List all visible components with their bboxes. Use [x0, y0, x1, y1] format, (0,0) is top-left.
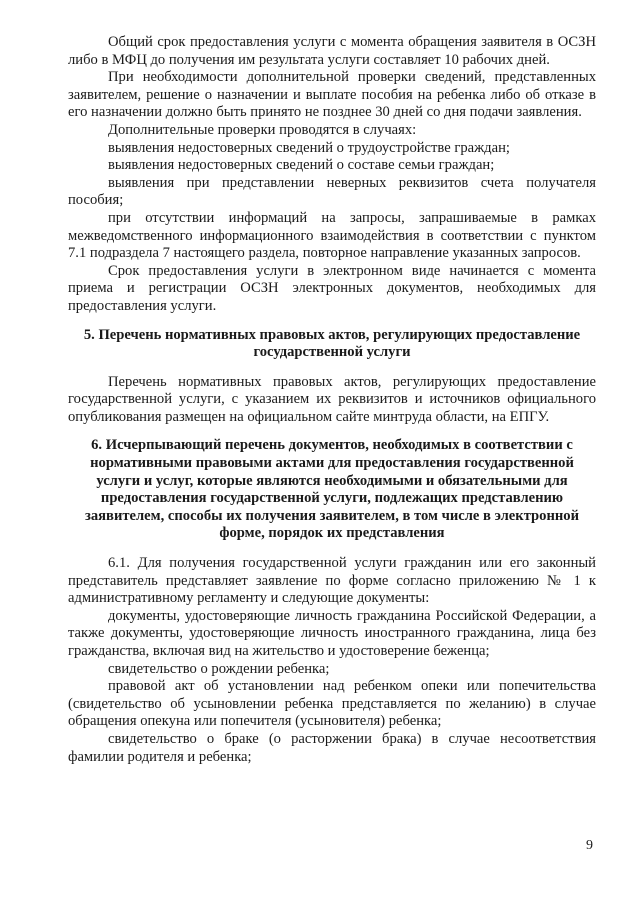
- list-item: при отсутствии информаций на запросы, запрашиваемые в рамках межведомственного информационного взаимодействия в соответствии с пунктом 7.1 подраздела 7 настоящего раздела, повторное направление указанных запросов.: [68, 209, 596, 262]
- list-item: выявления недостоверных сведений о составе семьи граждан;: [108, 157, 495, 174]
- paragraph: При необходимости дополнительной проверки сведений, представленных заявителем, решение о назначении и выплате пособия на ребенка либо об отказе в его назначении должно быть принято не позднее 30 дней со дня подачи заявления.: [68, 69, 596, 121]
- list-item: документы, удостоверяющие личность гражданина Российской Федерации, а также документы, удостоверяющие личность иностранного гражданина, лица без гражданства, включая вид на жительство и удостоверение беженца;: [68, 607, 596, 659]
- list-item: выявления недостоверных сведений о трудоустройстве граждан;: [108, 139, 510, 156]
- section-5-heading: 5. Перечень нормативных правовых актов, регулирующих предоставление государственной услуги: [83, 326, 581, 361]
- document-page: [68, 34, 596, 766]
- paragraph: 6.1. Для получения государственной услуги гражданин или его законный представитель представляет заявление по форме согласно приложению № 1 к административному регламенту и следующие документы:: [68, 555, 596, 607]
- list-item: правовой акт об установлении над ребенком опеки или попечительства (свидетельство об усыновлении ребенка представляется по желанию) в случае обращения опекуна или попечителя (усыновителя) ребенка;: [68, 678, 596, 730]
- list-item: выявления при представлении неверных реквизитов счета получателя пособия;: [68, 174, 596, 209]
- paragraph: Срок предоставления услуги в электронном виде начинается с момента приема и регистрации ОСЗН электронных документов, необходимых для предоставления услуги.: [68, 262, 596, 314]
- paragraph: Дополнительные проверки проводятся в случаях:: [108, 121, 417, 138]
- list-item: свидетельство о браке (о расторжении брака) в случае несоответствия фамилии родителя и ребенка;: [68, 730, 596, 765]
- section-6-heading: 6. Исчерпывающий перечень документов, необходимых в соответствии с нормативными правовыми актами для предоставления государственной услуги и услуг, которые являются необходимыми и обязательными для предоставления государственной услуги, подлежащих представлению заявителем, способы их получения заявителем, в том числе в электронной форме, порядок их представления: [85, 437, 579, 542]
- page-number: 9: [586, 838, 593, 853]
- paragraph: Перечень нормативных правовых актов, регулирующих предоставление государственной услуги, с указанием их реквизитов и источников официального опубликования размещен на официальном сайте минтруда области, на ЕПГУ.: [68, 373, 596, 425]
- paragraph: Общий срок предоставления услуги с момента обращения заявителя в ОСЗН либо в МФЦ до получения им результата услуги составляет 10 рабочих дней.: [68, 34, 596, 68]
- list-item: свидетельство о рождении ребенка;: [108, 660, 330, 677]
